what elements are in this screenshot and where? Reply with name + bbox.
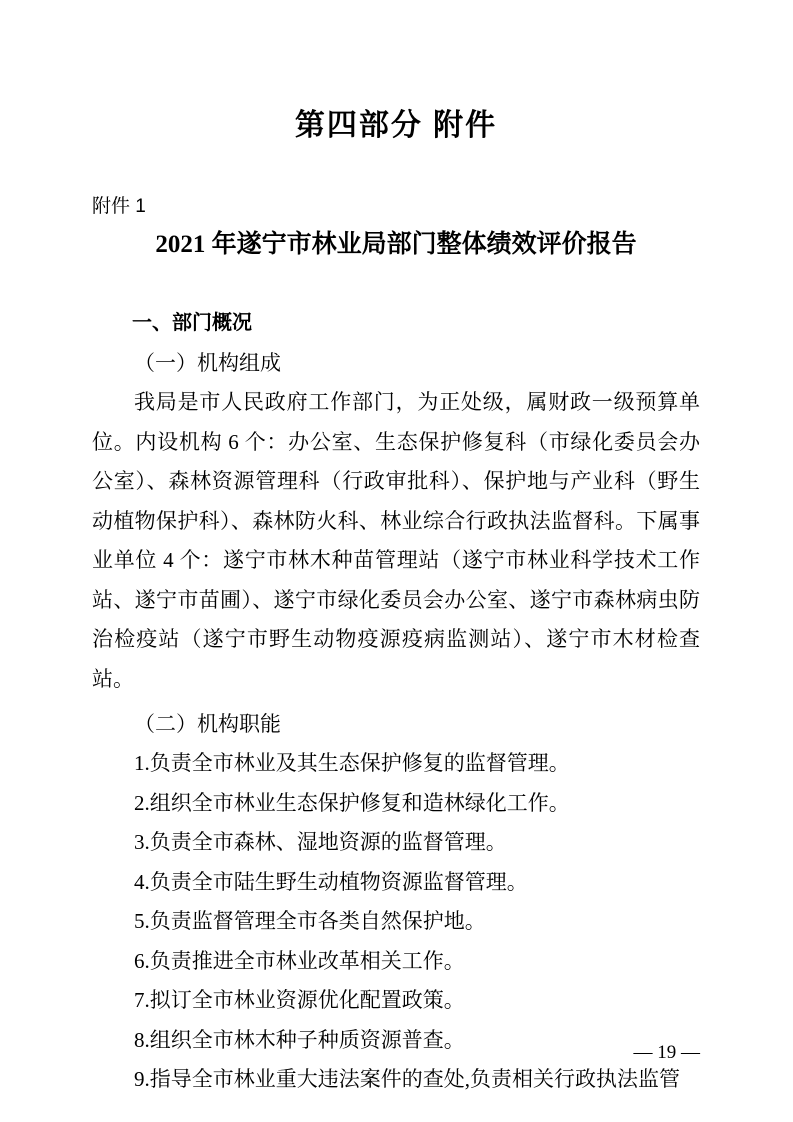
part-title: 第四部分 附件 xyxy=(294,109,498,142)
duty-item-1: 1.负责全市林业及其生态保护修复的监督管理。 xyxy=(134,751,570,775)
section-heading-department-overview: 一、部门概况 xyxy=(132,312,252,334)
duty-item-8: 8.组织全市林木种子种质资源普查。 xyxy=(134,1027,465,1052)
subsection-heading-organization-composition: （一）机构组成 xyxy=(134,351,281,375)
attachment-label: 附件 1 xyxy=(92,196,146,217)
duty-item-9: 9.指导全市林业重大违法案件的查处,负责相关行政执法监管 xyxy=(134,1067,680,1091)
duty-item-4: 4.负责全市陆生野生动植物资源监督管理。 xyxy=(134,869,528,894)
duty-item-5: 5.负责监督管理全市各类自然保护地。 xyxy=(134,909,486,933)
report-title: 2021 年遂宁市林业局部门整体绩效评价报告 xyxy=(155,231,637,258)
paragraph-organization-composition: 我局是市人民政府工作部门，为正处级，属财政一级预算单位。内设机构 6 个：办公室、生态保护修复科（市绿化委员会办公室）、森林资源管理科（行政审批科）、保护地与产业科（野生动植物保护科）、森林防火科、林业综合行政执法监督科。下属事业单位 4 个：遂宁市林木种苗管理站（遂宁市林业科学技术工作站、遂宁市苗圃）、遂宁市绿化委员会办公室、遂宁市森林病虫防治检疫站（遂宁市野生动物疫源疫病监测站）、遂宁市木材检查站。 xyxy=(92,390,700,691)
page-number: — 19 — xyxy=(633,1042,700,1063)
duty-item-7: 7.拟订全市林业资源优化配置政策。 xyxy=(134,988,465,1012)
duty-item-2: 2.组织全市林业生态保护修复和造林绿化工作。 xyxy=(134,790,570,815)
subsection-heading-organization-functions: （二）机构职能 xyxy=(134,712,281,736)
duty-item-6: 6.负责推进全市林业改革相关工作。 xyxy=(134,948,465,973)
duty-item-3: 3.负责全市森林、湿地资源的监督管理。 xyxy=(134,830,507,854)
